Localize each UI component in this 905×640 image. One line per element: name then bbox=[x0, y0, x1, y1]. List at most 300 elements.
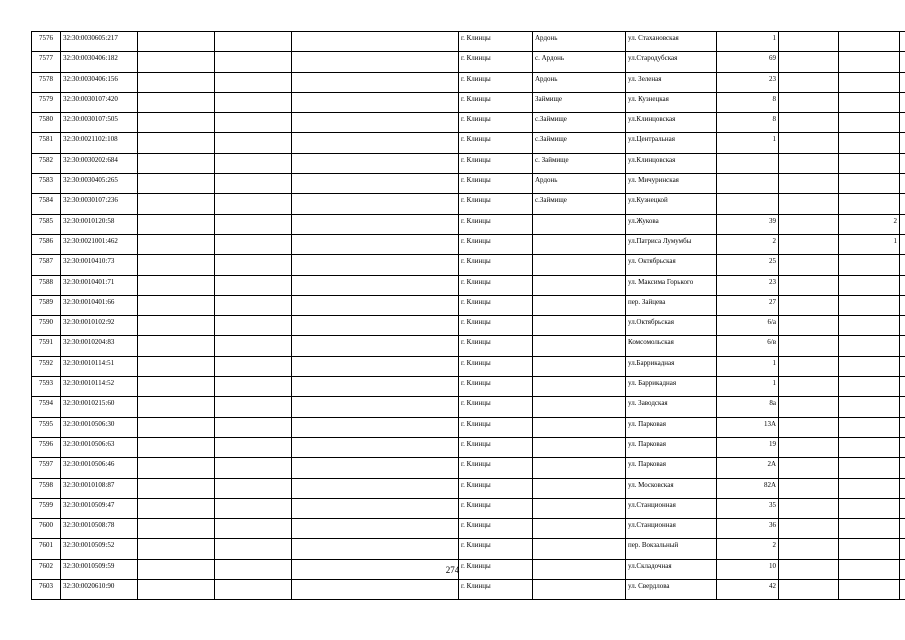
empty-cell bbox=[292, 194, 459, 214]
row-number-cell: 7600 bbox=[32, 519, 61, 539]
house-number-cell: 2 bbox=[717, 539, 779, 559]
city-cell: г. Клинцы bbox=[459, 234, 533, 254]
house-number-cell: 6/а bbox=[717, 316, 779, 336]
cadastral-number-cell: 32:30:0010204:83 bbox=[61, 336, 138, 356]
empty-cell bbox=[138, 92, 215, 112]
locality-cell: с. Ардонь bbox=[533, 52, 626, 72]
street-cell: пер. Зайцева bbox=[626, 295, 717, 315]
extra-number-cell: 1 bbox=[839, 234, 900, 254]
cadastral-number-cell: 32:30:0010215:60 bbox=[61, 397, 138, 417]
empty-cell bbox=[138, 316, 215, 336]
empty-cell bbox=[215, 255, 292, 275]
empty-cell bbox=[138, 255, 215, 275]
empty-cell bbox=[292, 539, 459, 559]
row-number-cell: 7577 bbox=[32, 52, 61, 72]
empty-cell bbox=[292, 255, 459, 275]
row-number-cell: 7590 bbox=[32, 316, 61, 336]
row-number-cell: 7593 bbox=[32, 377, 61, 397]
empty-cell bbox=[138, 113, 215, 133]
cadastral-number-cell: 32:30:0010506:63 bbox=[61, 437, 138, 457]
table-row bbox=[32, 52, 905, 72]
row-number-cell: 7578 bbox=[32, 72, 61, 92]
empty-cell bbox=[292, 133, 459, 153]
street-cell: ул. Парковая bbox=[626, 417, 717, 437]
extra-number-cell bbox=[839, 458, 900, 478]
street-cell: ул.Патриса Лумумбы bbox=[626, 234, 717, 254]
empty-cell bbox=[779, 417, 839, 437]
city-cell: г. Клинцы bbox=[459, 255, 533, 275]
empty-cell bbox=[215, 92, 292, 112]
empty-cell bbox=[138, 478, 215, 498]
extra-number-cell bbox=[839, 417, 900, 437]
house-number-cell bbox=[717, 174, 779, 194]
empty-cell bbox=[900, 174, 905, 194]
house-number-cell: 25 bbox=[717, 255, 779, 275]
cadastral-number-cell: 32:30:0010506:46 bbox=[61, 458, 138, 478]
table-row bbox=[32, 397, 905, 417]
house-number-cell: 2 bbox=[717, 234, 779, 254]
table-row bbox=[32, 234, 905, 254]
extra-number-cell: 2 bbox=[839, 214, 900, 234]
empty-cell bbox=[215, 519, 292, 539]
table-row bbox=[32, 356, 905, 376]
empty-cell bbox=[292, 52, 459, 72]
locality-cell bbox=[533, 498, 626, 518]
cadastral-number-cell: 32:30:0030107:236 bbox=[61, 194, 138, 214]
locality-cell: с.Займище bbox=[533, 133, 626, 153]
house-number-cell: 10 bbox=[717, 559, 779, 579]
cadastral-number-cell: 32:30:0030405:265 bbox=[61, 174, 138, 194]
row-number-cell: 7579 bbox=[32, 92, 61, 112]
extra-number-cell bbox=[839, 377, 900, 397]
empty-cell bbox=[292, 275, 459, 295]
table-row bbox=[32, 92, 905, 112]
locality-cell bbox=[533, 397, 626, 417]
empty-cell bbox=[779, 72, 839, 92]
empty-cell bbox=[292, 356, 459, 376]
table-row bbox=[32, 255, 905, 275]
locality-cell bbox=[533, 295, 626, 315]
street-cell: ул. Баррикадная bbox=[626, 377, 717, 397]
house-number-cell: 8 bbox=[717, 113, 779, 133]
city-cell: г. Клинцы bbox=[459, 32, 533, 52]
empty-cell bbox=[900, 214, 905, 234]
empty-cell bbox=[138, 275, 215, 295]
city-cell: г. Клинцы bbox=[459, 356, 533, 376]
empty-cell bbox=[215, 174, 292, 194]
locality-cell bbox=[533, 417, 626, 437]
street-cell: ул. Максима Горького bbox=[626, 275, 717, 295]
empty-cell bbox=[138, 356, 215, 376]
cadastral-number-cell: 32:30:0030202:684 bbox=[61, 153, 138, 173]
empty-cell bbox=[138, 417, 215, 437]
empty-cell bbox=[215, 437, 292, 457]
empty-cell bbox=[779, 275, 839, 295]
page-number: 274 bbox=[445, 565, 460, 575]
city-cell: г. Клинцы bbox=[459, 519, 533, 539]
empty-cell bbox=[215, 275, 292, 295]
registry-body bbox=[32, 32, 905, 600]
empty-cell bbox=[900, 519, 905, 539]
empty-cell bbox=[215, 458, 292, 478]
table-row bbox=[32, 133, 905, 153]
cadastral-number-cell: 32:30:0021001:462 bbox=[61, 234, 138, 254]
empty-cell bbox=[138, 214, 215, 234]
table-row bbox=[32, 174, 905, 194]
locality-cell: Ардонь bbox=[533, 72, 626, 92]
empty-cell bbox=[292, 437, 459, 457]
locality-cell bbox=[533, 255, 626, 275]
street-cell: пер. Вокзальный bbox=[626, 539, 717, 559]
row-number-cell: 7588 bbox=[32, 275, 61, 295]
row-number-cell: 7603 bbox=[32, 580, 61, 600]
city-cell: г. Клинцы bbox=[459, 113, 533, 133]
city-cell: г. Клинцы bbox=[459, 316, 533, 336]
empty-cell bbox=[292, 92, 459, 112]
empty-cell bbox=[900, 52, 905, 72]
extra-number-cell bbox=[839, 478, 900, 498]
street-cell: ул.Клинцовская bbox=[626, 113, 717, 133]
table-row bbox=[32, 316, 905, 336]
house-number-cell: 23 bbox=[717, 275, 779, 295]
empty-cell bbox=[138, 234, 215, 254]
empty-cell bbox=[292, 234, 459, 254]
city-cell: г. Клинцы bbox=[459, 174, 533, 194]
table-row bbox=[32, 214, 905, 234]
table-row bbox=[32, 478, 905, 498]
empty-cell bbox=[215, 194, 292, 214]
city-cell: г. Клинцы bbox=[459, 580, 533, 600]
city-cell: г. Клинцы bbox=[459, 194, 533, 214]
street-cell: ул.Баррикадная bbox=[626, 356, 717, 376]
empty-cell bbox=[138, 133, 215, 153]
empty-cell bbox=[215, 72, 292, 92]
street-cell: ул.Жукова bbox=[626, 214, 717, 234]
empty-cell bbox=[779, 336, 839, 356]
city-cell: г. Клинцы bbox=[459, 295, 533, 315]
city-cell: г. Клинцы bbox=[459, 275, 533, 295]
empty-cell bbox=[292, 458, 459, 478]
empty-cell bbox=[779, 295, 839, 315]
street-cell: ул. Октябрьская bbox=[626, 255, 717, 275]
row-number-cell: 7599 bbox=[32, 498, 61, 518]
locality-cell bbox=[533, 214, 626, 234]
city-cell: г. Клинцы bbox=[459, 133, 533, 153]
locality-cell bbox=[533, 275, 626, 295]
empty-cell bbox=[900, 458, 905, 478]
empty-cell bbox=[292, 519, 459, 539]
cadastral-number-cell: 32:30:0010114:52 bbox=[61, 377, 138, 397]
empty-cell bbox=[900, 478, 905, 498]
cadastral-number-cell: 32:30:0010508:78 bbox=[61, 519, 138, 539]
locality-cell: с.Займище bbox=[533, 194, 626, 214]
row-number-cell: 7587 bbox=[32, 255, 61, 275]
city-cell: г. Клинцы bbox=[459, 498, 533, 518]
house-number-cell: 1 bbox=[717, 356, 779, 376]
extra-number-cell bbox=[839, 336, 900, 356]
row-number-cell: 7601 bbox=[32, 539, 61, 559]
extra-number-cell bbox=[839, 519, 900, 539]
empty-cell bbox=[215, 417, 292, 437]
table-row bbox=[32, 458, 905, 478]
empty-cell bbox=[138, 397, 215, 417]
table-row bbox=[32, 539, 905, 559]
house-number-cell: 2А bbox=[717, 458, 779, 478]
cadastral-number-cell: 32:30:0010102:92 bbox=[61, 316, 138, 336]
house-number-cell: 8 bbox=[717, 92, 779, 112]
city-cell: г. Клинцы bbox=[459, 377, 533, 397]
empty-cell bbox=[900, 417, 905, 437]
extra-number-cell bbox=[839, 133, 900, 153]
locality-cell: с. Займище bbox=[533, 153, 626, 173]
street-cell: ул. Парковая bbox=[626, 437, 717, 457]
empty-cell bbox=[900, 275, 905, 295]
row-number-cell: 7585 bbox=[32, 214, 61, 234]
cadastral-number-cell: 32:30:0030107:505 bbox=[61, 113, 138, 133]
empty-cell bbox=[215, 336, 292, 356]
extra-number-cell bbox=[839, 92, 900, 112]
city-cell: г. Клинцы bbox=[459, 397, 533, 417]
cadastral-number-cell: 32:30:0010401:71 bbox=[61, 275, 138, 295]
row-number-cell: 7597 bbox=[32, 458, 61, 478]
house-number-cell: 82А bbox=[717, 478, 779, 498]
empty-cell bbox=[138, 72, 215, 92]
row-number-cell: 7586 bbox=[32, 234, 61, 254]
empty-cell bbox=[900, 437, 905, 457]
empty-cell bbox=[292, 214, 459, 234]
house-number-cell: 1 bbox=[717, 377, 779, 397]
empty-cell bbox=[779, 113, 839, 133]
cadastral-number-cell: 32:30:0010509:59 bbox=[61, 559, 138, 579]
empty-cell bbox=[292, 377, 459, 397]
house-number-cell: 69 bbox=[717, 52, 779, 72]
table-row bbox=[32, 336, 905, 356]
empty-cell bbox=[292, 478, 459, 498]
house-number-cell: 1 bbox=[717, 32, 779, 52]
street-cell: ул. Стахановская bbox=[626, 32, 717, 52]
locality-cell: Ардонь bbox=[533, 174, 626, 194]
table-row bbox=[32, 194, 905, 214]
street-cell: ул. Свердлова bbox=[626, 580, 717, 600]
extra-number-cell bbox=[839, 174, 900, 194]
empty-cell bbox=[215, 153, 292, 173]
empty-cell bbox=[779, 458, 839, 478]
table-row bbox=[32, 113, 905, 133]
empty-cell bbox=[779, 92, 839, 112]
table-row bbox=[32, 72, 905, 92]
empty-cell bbox=[779, 539, 839, 559]
house-number-cell: 42 bbox=[717, 580, 779, 600]
extra-number-cell bbox=[839, 113, 900, 133]
house-number-cell: 36 bbox=[717, 519, 779, 539]
empty-cell bbox=[138, 295, 215, 315]
empty-cell bbox=[292, 580, 459, 600]
empty-cell bbox=[779, 52, 839, 72]
cadastral-number-cell: 32:30:0021102:108 bbox=[61, 133, 138, 153]
empty-cell bbox=[138, 498, 215, 518]
street-cell: ул.Кузнецкой bbox=[626, 194, 717, 214]
empty-cell bbox=[900, 498, 905, 518]
row-number-cell: 7602 bbox=[32, 559, 61, 579]
empty-cell bbox=[779, 478, 839, 498]
empty-cell bbox=[900, 397, 905, 417]
empty-cell bbox=[292, 417, 459, 437]
locality-cell: с.Займище bbox=[533, 113, 626, 133]
row-number-cell: 7595 bbox=[32, 417, 61, 437]
empty-cell bbox=[900, 356, 905, 376]
empty-cell bbox=[779, 519, 839, 539]
street-cell: ул.Стародубская bbox=[626, 52, 717, 72]
city-cell: г. Клинцы bbox=[459, 72, 533, 92]
row-number-cell: 7580 bbox=[32, 113, 61, 133]
empty-cell bbox=[292, 32, 459, 52]
empty-cell bbox=[215, 478, 292, 498]
empty-cell bbox=[779, 234, 839, 254]
row-number-cell: 7594 bbox=[32, 397, 61, 417]
registry-table bbox=[31, 31, 905, 600]
extra-number-cell bbox=[839, 539, 900, 559]
cadastral-number-cell: 32:30:0010410:73 bbox=[61, 255, 138, 275]
empty-cell bbox=[292, 72, 459, 92]
extra-number-cell bbox=[839, 498, 900, 518]
city-cell: г. Клинцы bbox=[459, 458, 533, 478]
empty-cell bbox=[900, 295, 905, 315]
empty-cell bbox=[292, 113, 459, 133]
table-row bbox=[32, 275, 905, 295]
table-row bbox=[32, 377, 905, 397]
empty-cell bbox=[900, 32, 905, 52]
empty-cell bbox=[215, 356, 292, 376]
row-number-cell: 7598 bbox=[32, 478, 61, 498]
house-number-cell: 23 bbox=[717, 72, 779, 92]
empty-cell bbox=[779, 32, 839, 52]
empty-cell bbox=[215, 295, 292, 315]
empty-cell bbox=[138, 32, 215, 52]
house-number-cell: 27 bbox=[717, 295, 779, 315]
cadastral-number-cell: 32:30:0010120:58 bbox=[61, 214, 138, 234]
house-number-cell: 1 bbox=[717, 133, 779, 153]
house-number-cell: 6/в bbox=[717, 336, 779, 356]
cadastral-number-cell: 32:30:0030107:420 bbox=[61, 92, 138, 112]
street-cell: ул.Центральная bbox=[626, 133, 717, 153]
house-number-cell: 13А bbox=[717, 417, 779, 437]
empty-cell bbox=[779, 377, 839, 397]
empty-cell bbox=[292, 336, 459, 356]
empty-cell bbox=[215, 316, 292, 336]
locality-cell bbox=[533, 519, 626, 539]
empty-cell bbox=[900, 377, 905, 397]
row-number-cell: 7583 bbox=[32, 174, 61, 194]
cadastral-number-cell: 32:30:0030406:182 bbox=[61, 52, 138, 72]
extra-number-cell bbox=[839, 275, 900, 295]
city-cell: г. Клинцы bbox=[459, 559, 533, 579]
empty-cell bbox=[900, 255, 905, 275]
row-number-cell: 7584 bbox=[32, 194, 61, 214]
empty-cell bbox=[292, 397, 459, 417]
extra-number-cell bbox=[839, 153, 900, 173]
house-number-cell bbox=[717, 153, 779, 173]
locality-cell bbox=[533, 580, 626, 600]
street-cell: ул. Парковая bbox=[626, 458, 717, 478]
row-number-cell: 7576 bbox=[32, 32, 61, 52]
house-number-cell bbox=[717, 194, 779, 214]
empty-cell bbox=[900, 113, 905, 133]
empty-cell bbox=[779, 194, 839, 214]
city-cell: г. Клинцы bbox=[459, 92, 533, 112]
empty-cell bbox=[900, 153, 905, 173]
empty-cell bbox=[779, 580, 839, 600]
extra-number-cell bbox=[839, 72, 900, 92]
locality-cell bbox=[533, 539, 626, 559]
empty-cell bbox=[779, 498, 839, 518]
empty-cell bbox=[215, 377, 292, 397]
empty-cell bbox=[138, 580, 215, 600]
empty-cell bbox=[292, 153, 459, 173]
house-number-cell: 8а bbox=[717, 397, 779, 417]
row-number-cell: 7581 bbox=[32, 133, 61, 153]
table-row bbox=[32, 519, 905, 539]
empty-cell bbox=[900, 336, 905, 356]
house-number-cell: 39 bbox=[717, 214, 779, 234]
city-cell: г. Клинцы bbox=[459, 153, 533, 173]
row-number-cell: 7589 bbox=[32, 295, 61, 315]
street-cell: ул.Станционная bbox=[626, 498, 717, 518]
extra-number-cell bbox=[839, 52, 900, 72]
street-cell: ул. Мичуринская bbox=[626, 174, 717, 194]
row-number-cell: 7596 bbox=[32, 437, 61, 457]
empty-cell bbox=[215, 133, 292, 153]
extra-number-cell bbox=[839, 316, 900, 336]
cadastral-number-cell: 32:30:0010108:87 bbox=[61, 478, 138, 498]
city-cell: г. Клинцы bbox=[459, 336, 533, 356]
empty-cell bbox=[779, 255, 839, 275]
empty-cell bbox=[215, 32, 292, 52]
locality-cell bbox=[533, 478, 626, 498]
empty-cell bbox=[779, 397, 839, 417]
empty-cell bbox=[779, 437, 839, 457]
empty-cell bbox=[900, 316, 905, 336]
street-cell: ул.Складочная bbox=[626, 559, 717, 579]
empty-cell bbox=[900, 72, 905, 92]
locality-cell bbox=[533, 437, 626, 457]
empty-cell bbox=[215, 214, 292, 234]
cadastral-number-cell: 32:30:0010509:47 bbox=[61, 498, 138, 518]
city-cell: г. Клинцы bbox=[459, 437, 533, 457]
cadastral-number-cell: 32:30:0010114:51 bbox=[61, 356, 138, 376]
empty-cell bbox=[292, 316, 459, 336]
cadastral-number-cell: 32:30:0010401:66 bbox=[61, 295, 138, 315]
cadastral-number-cell: 32:30:0030605:217 bbox=[61, 32, 138, 52]
locality-cell bbox=[533, 336, 626, 356]
locality-cell: Ардонь bbox=[533, 32, 626, 52]
extra-number-cell bbox=[839, 194, 900, 214]
empty-cell bbox=[215, 234, 292, 254]
street-cell: ул. Московская bbox=[626, 478, 717, 498]
empty-cell bbox=[215, 539, 292, 559]
cadastral-number-cell: 32:30:0030406:156 bbox=[61, 72, 138, 92]
locality-cell bbox=[533, 458, 626, 478]
locality-cell bbox=[533, 377, 626, 397]
row-number-cell: 7582 bbox=[32, 153, 61, 173]
empty-cell bbox=[215, 580, 292, 600]
table-row bbox=[32, 153, 905, 173]
empty-cell bbox=[138, 194, 215, 214]
empty-cell bbox=[215, 113, 292, 133]
city-cell: г. Клинцы bbox=[459, 539, 533, 559]
cadastral-number-cell: 32:30:0020610:90 bbox=[61, 580, 138, 600]
table-row bbox=[32, 295, 905, 315]
extra-number-cell bbox=[839, 580, 900, 600]
